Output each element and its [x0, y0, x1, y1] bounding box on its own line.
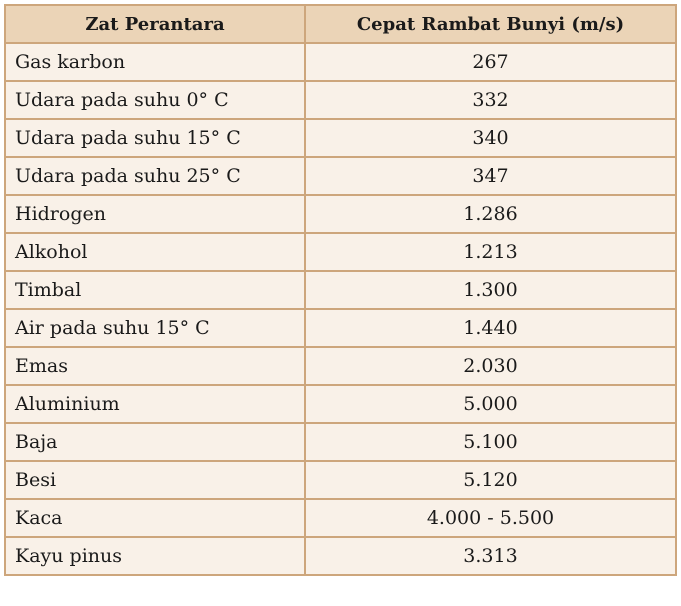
- cell-medium: Udara pada suhu 25° C: [6, 158, 304, 194]
- table-row: [6, 272, 675, 308]
- cell-speed: 4.000 - 5.500: [306, 500, 675, 536]
- cell-medium: Alkohol: [6, 234, 304, 270]
- table-row: [6, 462, 675, 498]
- cell-medium: Besi: [6, 462, 304, 498]
- table-header-row: [6, 6, 675, 42]
- table-row: [6, 500, 675, 536]
- cell-speed: 3.313: [306, 538, 675, 574]
- table-row: [6, 310, 675, 346]
- sound-speed-table: [4, 4, 677, 576]
- cell-medium: Emas: [6, 348, 304, 384]
- sound-speed-table-container: [4, 4, 677, 576]
- cell-speed: 1.440: [306, 310, 675, 346]
- table-row: [6, 196, 675, 232]
- header-medium: Zat Perantara: [6, 6, 304, 42]
- cell-speed: 5.000: [306, 386, 675, 422]
- cell-medium: Timbal: [6, 272, 304, 308]
- table-row: [6, 348, 675, 384]
- cell-medium: Gas karbon: [6, 44, 304, 80]
- cell-speed: 267: [306, 44, 675, 80]
- table-row: [6, 158, 675, 194]
- cell-speed: 340: [306, 120, 675, 156]
- cell-medium: Air pada suhu 15° C: [6, 310, 304, 346]
- cell-speed: 332: [306, 82, 675, 118]
- table-row: [6, 44, 675, 80]
- cell-speed: 5.120: [306, 462, 675, 498]
- table-row: [6, 82, 675, 118]
- table-row: [6, 538, 675, 574]
- cell-speed: 1.300: [306, 272, 675, 308]
- cell-medium: Aluminium: [6, 386, 304, 422]
- cell-speed: 1.213: [306, 234, 675, 270]
- cell-speed: 5.100: [306, 424, 675, 460]
- cell-medium: Kayu pinus: [6, 538, 304, 574]
- cell-medium: Baja: [6, 424, 304, 460]
- cell-medium: Udara pada suhu 15° C: [6, 120, 304, 156]
- cell-medium: Kaca: [6, 500, 304, 536]
- cell-speed: 2.030: [306, 348, 675, 384]
- table-row: [6, 386, 675, 422]
- header-speed: Cepat Rambat Bunyi (m/s): [306, 6, 675, 42]
- table-row: [6, 120, 675, 156]
- cell-speed: 1.286: [306, 196, 675, 232]
- table-row: [6, 424, 675, 460]
- cell-medium: Udara pada suhu 0° C: [6, 82, 304, 118]
- table-row: [6, 234, 675, 270]
- cell-medium: Hidrogen: [6, 196, 304, 232]
- cell-speed: 347: [306, 158, 675, 194]
